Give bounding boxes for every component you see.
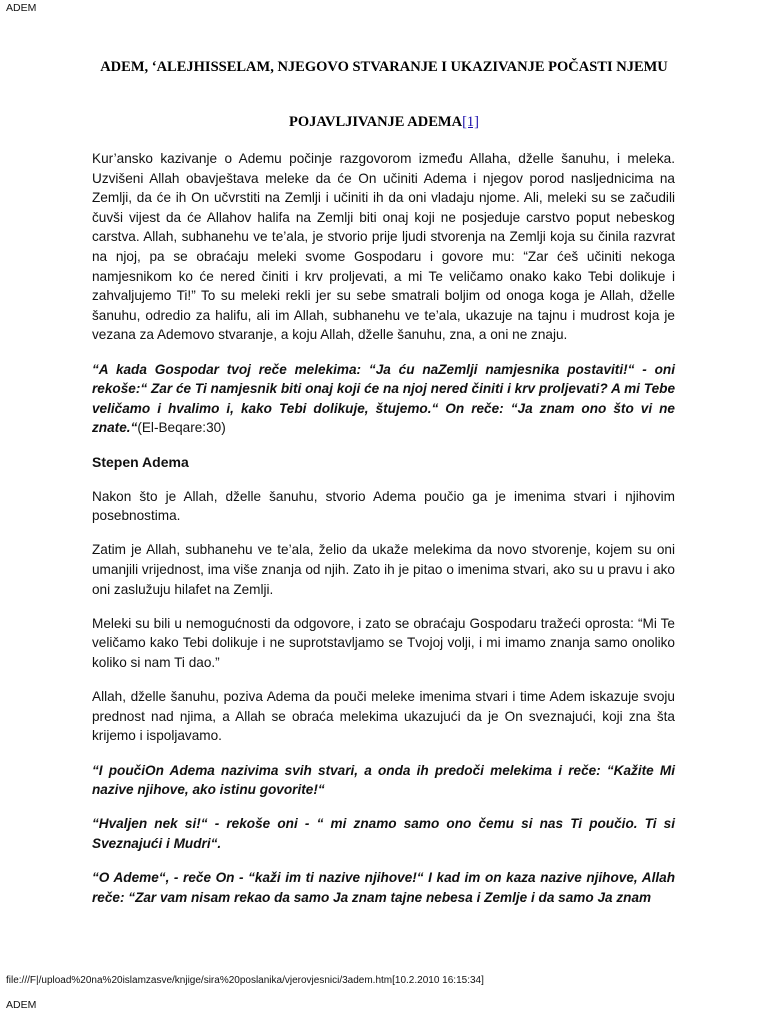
paragraph-5: Allah, dželle šanuhu, poziva Adema da pouči meleke imenima stvari i time Adem iskazuje svoju prednost nad njima, a Allah se obraća melekima ukazujući da je On sveznajući, koji zna šta krijemo i ispoljavamo. (92, 689, 675, 744)
quote-2: “I poučiOn Adema nazivima svih stvari, a onda ih predoči melekima i reče: “Kažite Mi nazive njihove, ako istinu govorite!“ (92, 762, 675, 798)
quote-el-beqare (92, 360, 675, 438)
document-title: ADEM, ‘ALEJHISSELAM, NJEGOVO STVARANJE I UKAZIVANJE POČASTI NJEMU (100, 59, 668, 75)
paragraph-2: Nakon što je Allah, dželle šanuhu, stvorio Adema poučio ga je imenima stvari i njihovim posebnostima. (92, 488, 675, 524)
quote-text: “A kada Gospodar tvoj reče melekima: “Ja ću naZemlji namjesnika postaviti!“ - oni rekoše:“ Zar će Ti namjesnik biti onaj koji će na njoj nered činiti i krv proljevati? A mi Tebe veličamo i hvalimo i, kako Tebi dolikuje, štujemo.“ On reče: “Ja znam ono što vi ne znate.“ (92, 361, 675, 436)
section-heading-stepen-adema: Stepen Adema (92, 453, 189, 470)
page-header-label: ADEM (6, 2, 37, 14)
footnote-link[interactable]: [1] (462, 114, 479, 130)
quote-4: “O Ademe“, - reče On - “kaži im ti nazive njihove!“ I kad im on kaza nazive njihove, Allah reče: “Zar vam nisam rekao da samo Ja znam tajne nebesa i Zemlje i da samo Ja znam (92, 870, 675, 905)
paragraph-4: Meleki su bili u nemogućnosti da odgovore, i zato se obraćaju Gospodaru tražeći oprosta: “Mi Te veličamo kako Tebi dolikuje i ne suprotstavljamo se Tvojoj volji, i mi imamo znanja samo onoliko koliko si nam Ti dao.” (92, 615, 675, 671)
quote-reference: (El-Beqare:30) (137, 420, 226, 436)
footer-label: ADEM (6, 999, 37, 1011)
paragraph-3: Zatim je Allah, subhanehu ve te’ala, želio da ukaže melekima da novo stvorenje, kojem su oni umanjili vrijednost, ima više znanja od njih. Zato ih je pitao o imenima stvari, ako su u pravu i ako oni zaslužuju hilafet na Zemlji. (92, 542, 675, 597)
subtitle-text: POJAVLJIVANJE ADEMA (288, 114, 463, 130)
paragraph-intro: Kur’ansko kazivanje o Ademu počinje razgovorom između Allaha, dželle šanuhu, i meleka. Uzvišeni Allah obavještava meleke da će On učiniti Adema i njegov porod nasljednicima na Zemlji, da će ih On učvrstiti na Zemlji i učiniti ih da oni vladaju njome. Ali, meleki su se začudili čuvši vijest da će Allahov halifa na Zemlji biti onaj koji ne posjeduje carstvo poput nebeskog carstva. Allah, subhanehu ve te’ala, je stvorio prije ljudi stvorenja na Zemlji koja su činila razvrat na njoj, pa se obraćaju meleki svome Gospodaru i govore mu: “Zar ćeš učiniti nekoga namjesnikom ko će nered činiti i krv proljevati, a mi Te veličamo onako kako Tebi dolikuje i zahvaljujemo Ti!” To su meleki rekli jer su sebe smatrali boljim od onoga koga je Allah, dželle šanuhu, odredio za halifu, ali im Allah, subhanehu ve te’ala, ukazuje na tajnu i mudrost koja je vezana za Ademovo stvaranje, a koju Allah, dželle šanuhu, zna, a oni ne znaju. (92, 151, 675, 343)
document-body (92, 149, 675, 922)
document-subtitle (100, 114, 668, 131)
footer-file-path: file:///F|/upload%20na%20islamzasve/knjige/sira%20poslanika/vjerovjesnici/3adem.htm[10.2.2010 16:15:34] (6, 975, 484, 986)
quote-3: “Hvaljen nek si!“ - rekoše oni - “ mi znamo samo ono čemu si nas Ti poučio. Ti si Sveznajući i Mudri“. (92, 816, 675, 851)
